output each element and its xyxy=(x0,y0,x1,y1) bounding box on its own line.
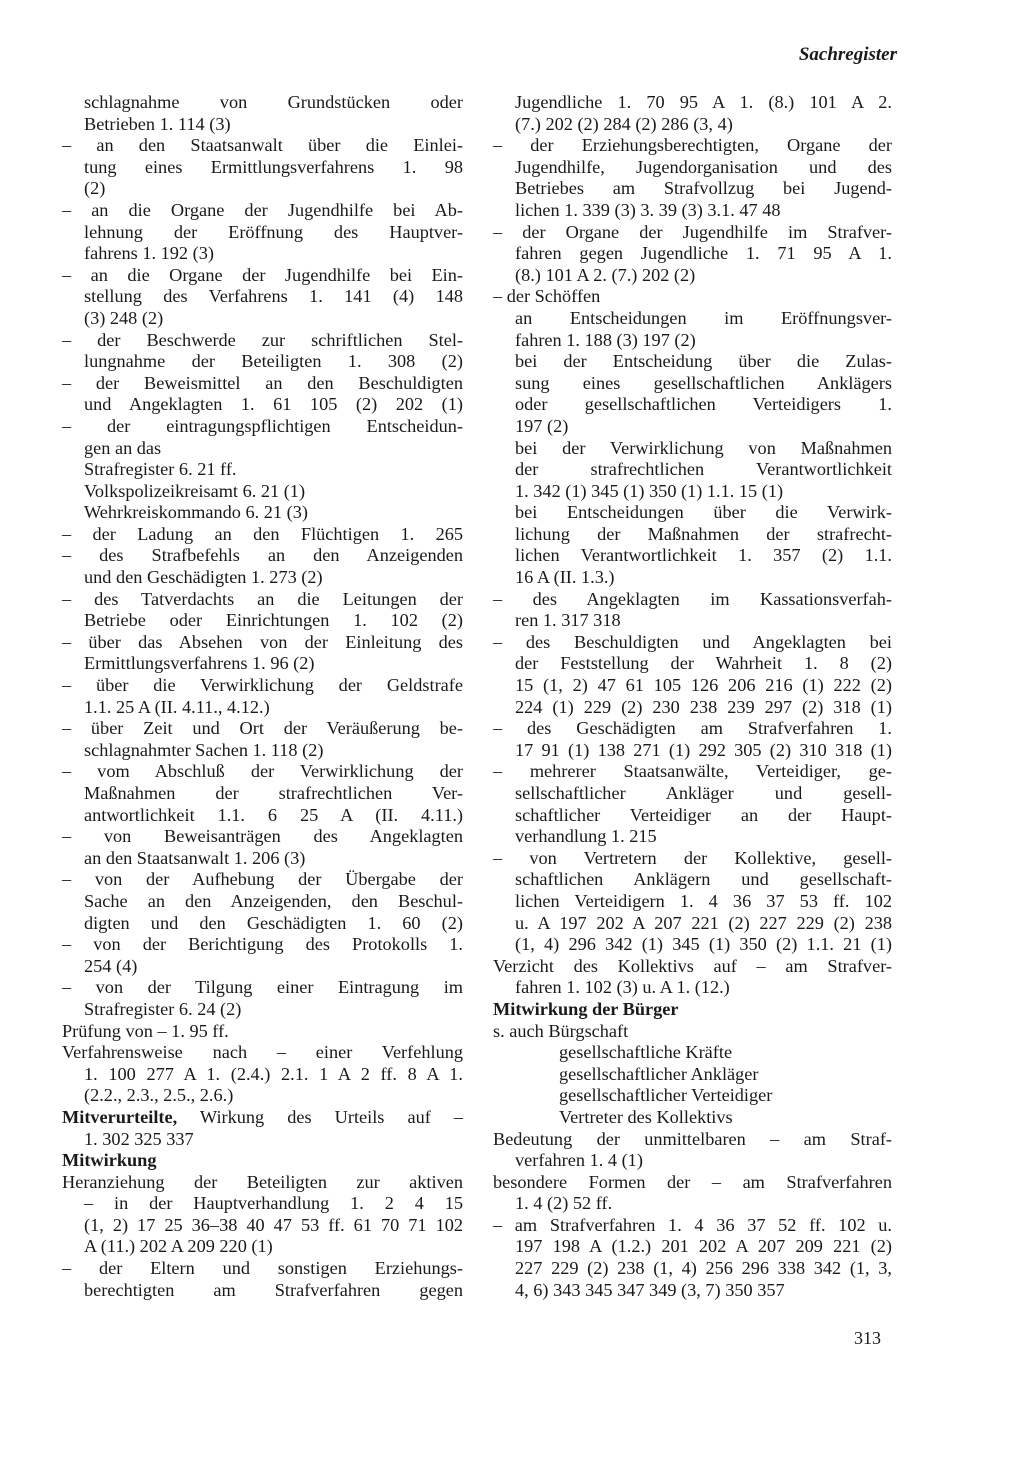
index-line: 1. 4 (2) 52 ff. xyxy=(515,1193,613,1214)
index-line: 227 229 (2) 238 (1, 4) 256 296 338 342 (1, 3, xyxy=(515,1258,892,1279)
index-line: besondere Formen der – am Strafverfahren xyxy=(493,1171,892,1192)
index-column-right xyxy=(493,92,892,1301)
index-line: verfahren 1. 4 (1) xyxy=(515,1150,643,1171)
index-line: – der Schöffen xyxy=(493,286,601,307)
index-line: – an die Organe der Jugendhilfe bei Ein- xyxy=(62,264,463,285)
index-line: Betrieben 1. 114 (3) xyxy=(84,113,231,134)
index-line: gesellschaftlicher Ankläger xyxy=(559,1063,759,1084)
index-line: lichen 1. 339 (3) 3. 39 (3) 3.1. 47 48 xyxy=(515,199,781,220)
index-line: – von Vertretern der Kollektive, gesell- xyxy=(493,847,892,868)
index-line: – des Tatverdachts an die Leitungen der xyxy=(62,588,463,609)
index-line: 17 91 (1) 138 271 (1) 292 305 (2) 310 318 (1) xyxy=(515,739,892,760)
index-line: – von der Aufhebung der Übergabe der xyxy=(62,869,463,890)
index-line: Strafregister 6. 21 ff. xyxy=(84,459,237,480)
index-line: – von der Tilgung einer Eintragung im xyxy=(62,977,463,998)
index-line: Mitwirkung xyxy=(62,1150,157,1171)
index-line: Strafregister 6. 24 (2) xyxy=(84,998,242,1019)
index-line: Maßnahmen der strafrechtlichen Ver- xyxy=(84,783,463,803)
index-line: 4, 6) 343 345 347 349 (3, 7) 350 357 xyxy=(515,1279,785,1300)
index-line: – der Beweismittel an den Beschuldigten xyxy=(62,372,463,393)
index-line: 1. 342 (1) 345 (1) 350 (1) 1.1. 15 (1) xyxy=(515,480,784,501)
index-line: (3) 248 (2) xyxy=(84,307,164,328)
index-line: (8.) 101 A 2. (7.) 202 (2) xyxy=(515,264,696,285)
index-line: (2) xyxy=(84,178,106,199)
index-line: – an die Organe der Jugendhilfe bei Ab- xyxy=(62,199,463,220)
index-line: sung eines gesellschaftlichen Anklägers xyxy=(515,372,892,393)
index-line: schlagnahme von Grundstücken oder xyxy=(84,92,463,112)
index-line: – des Beschuldigten und Angeklagten bei xyxy=(493,631,892,652)
index-line: – über die Verwirklichung der Geldstrafe xyxy=(62,675,463,696)
index-line: gen an das xyxy=(84,437,162,458)
index-line: digten und den Geschädigten 1. 60 (2) xyxy=(84,912,463,933)
index-line: 16 A (II. 1.3.) xyxy=(515,567,615,588)
index-line: antwortlichkeit 1.1. 6 25 A (II. 4.11.) xyxy=(84,804,463,825)
index-line: Bedeutung der unmittelbaren – am Straf- xyxy=(493,1128,892,1149)
index-line: lehnung der Eröffnung des Hauptver- xyxy=(84,221,463,242)
index-line: lungnahme der Beteiligten 1. 308 (2) xyxy=(84,351,463,372)
index-line: – an den Staatsanwalt über die Einlei- xyxy=(62,135,463,156)
index-line: verhandlung 1. 215 xyxy=(515,826,657,847)
index-line: 1.1. 25 A (II. 4.11., 4.12.) xyxy=(84,696,270,717)
index-line: Wehrkreiskommando 6. 21 (3) xyxy=(84,502,308,523)
index-line: fahren 1. 102 (3) u. A 1. (12.) xyxy=(515,977,730,998)
index-line: – der Organe der Jugendhilfe im Strafver- xyxy=(493,221,892,242)
index-line: (1, 2) 17 25 36–38 40 47 53 ff. 61 70 71 102 xyxy=(84,1214,463,1235)
index-line: 224 (1) 229 (2) 230 238 239 297 (2) 318 (1) xyxy=(515,696,892,717)
index-line: oder gesellschaftlichen Verteidigers 1. xyxy=(515,394,892,415)
index-line: – mehrerer Staatsanwälte, Verteidiger, ge- xyxy=(493,761,892,782)
index-line: fahren gegen Jugendliche 1. 71 95 A 1. xyxy=(515,243,892,264)
index-line: – der Erziehungsberechtigten, Organe der xyxy=(493,135,892,156)
index-line: (1, 4) 296 342 (1) 345 (1) 350 (2) 1.1. 21 (1) xyxy=(515,934,892,955)
index-line: (7.) 202 (2) 284 (2) 286 (3, 4) xyxy=(515,113,733,134)
index-line: gesellschaftlicher Verteidiger xyxy=(559,1085,773,1106)
index-line: Ermittlungsverfahrens 1. 96 (2) xyxy=(84,653,315,674)
index-line: – über das Absehen von der Einleitung des xyxy=(62,631,463,652)
index-line: bei der Verwirklichung von Maßnahmen xyxy=(515,437,892,458)
index-line: sellschaftlicher Ankläger und gesell- xyxy=(515,783,892,803)
index-line: – in der Hauptverhandlung 1. 2 4 15 xyxy=(84,1193,463,1214)
page-number: 313 xyxy=(854,1328,881,1348)
index-line: und Angeklagten 1. 61 105 (2) 202 (1) xyxy=(84,394,463,415)
index-line: bei Entscheidungen über die Verwirk- xyxy=(515,502,892,523)
index-line: Betriebes am Strafvollzug bei Jugend- xyxy=(515,178,892,199)
index-line: Mitwirkung der Bürger xyxy=(493,998,679,1019)
index-line: – des Angeklagten im Kassationsverfah- xyxy=(493,588,892,609)
index-line: – der eintragungspflichtigen Entscheidun- xyxy=(62,415,463,436)
index-line: an Entscheidungen im Eröffnungsver- xyxy=(515,307,892,328)
index-line: lichung der Maßnahmen der strafrecht- xyxy=(515,523,892,544)
index-line: – der Eltern und sonstigen Erziehungs- xyxy=(62,1258,463,1279)
index-line: A (11.) 202 A 209 220 (1) xyxy=(84,1236,273,1257)
index-line: an den Staatsanwalt 1. 206 (3) xyxy=(84,847,306,868)
index-line: 15 (1, 2) 47 61 105 126 206 216 (1) 222 (2) xyxy=(515,675,892,696)
index-line: stellung des Verfahrens 1. 141 (4) 148 xyxy=(84,286,463,307)
index-line: lichen Verantwortlichkeit 1. 357 (2) 1.1. xyxy=(515,545,892,566)
index-line: Verzicht des Kollektivs auf – am Strafver- xyxy=(493,955,892,976)
index-line: Jugendliche 1. 70 95 A 1. (8.) 101 A 2. xyxy=(515,92,892,112)
index-line: – der Beschwerde zur schriftlichen Stel- xyxy=(62,329,463,350)
index-line: Prüfung von – 1. 95 ff. xyxy=(62,1020,229,1041)
index-line: – von Beweisanträgen des Angeklagten xyxy=(62,826,463,847)
index-line: Betriebe oder Einrichtungen 1. 102 (2) xyxy=(84,610,463,631)
index-line: schaftlicher Verteidiger an der Haupt- xyxy=(515,804,892,825)
index-column-left xyxy=(62,92,463,1301)
index-line: – der Ladung an den Flüchtigen 1. 265 xyxy=(62,523,463,544)
index-line: – über Zeit und Ort der Veräußerung be- xyxy=(62,718,463,739)
index-line: ren 1. 317 318 xyxy=(515,610,621,631)
index-line: 254 (4) xyxy=(84,955,138,976)
entry-keyword: Mitverurteilte, xyxy=(62,1106,178,1127)
index-line: s. auch Bürgschaft xyxy=(493,1020,629,1041)
index-line: Sache an den Anzeigenden, den Beschul- xyxy=(84,890,463,911)
index-line: tung eines Ermittlungsverfahrens 1. 98 xyxy=(84,156,463,177)
index-line: Heranziehung der Beteiligten zur aktiven xyxy=(62,1171,463,1192)
index-line: – des Strafbefehls an den Anzeigenden xyxy=(62,545,463,566)
index-line: lichen Verteidigern 1. 4 36 37 53 ff. 102 xyxy=(515,890,892,911)
page-header: Sachregister xyxy=(798,44,897,65)
index-line: Volkspolizeikreisamt 6. 21 (1) xyxy=(84,480,306,501)
index-line: gesellschaftliche Kräfte xyxy=(559,1042,733,1063)
index-line: fahren 1. 188 (3) 197 (2) xyxy=(515,329,696,350)
index-line: Vertreter des Kollektivs xyxy=(559,1106,733,1127)
index-line: schaftlichen Anklägern und gesellschaft- xyxy=(515,869,892,890)
index-line: u. A 197 202 A 207 221 (2) 227 229 (2) 238 xyxy=(515,912,892,933)
index-line: der strafrechtlichen Verantwortlichkeit xyxy=(515,459,892,480)
index-line: – vom Abschluß der Verwirklichung der xyxy=(62,761,463,782)
index-line: – des Geschädigten am Strafverfahren 1. xyxy=(493,718,892,739)
index-line: bei der Entscheidung über die Zulas- xyxy=(515,351,892,372)
index-line: schlagnahmter Sachen 1. 118 (2) xyxy=(84,739,324,760)
index-line: (2.2., 2.3., 2.5., 2.6.) xyxy=(84,1085,234,1106)
index-line: 1. 302 325 337 xyxy=(84,1128,194,1149)
index-line: Verfahrensweise nach – einer Verfehlung xyxy=(62,1042,463,1063)
index-line: 1. 100 277 A 1. (2.4.) 2.1. 1 A 2 ff. 8 A 1. xyxy=(84,1063,463,1084)
index-line: der Feststellung der Wahrheit 1. 8 (2) xyxy=(515,653,892,674)
index-line: fahrens 1. 192 (3) xyxy=(84,243,214,264)
index-line: 197 (2) xyxy=(515,415,569,436)
index-line: – am Strafverfahren 1. 4 36 37 52 ff. 102 u. xyxy=(493,1214,892,1235)
index-line: – von der Berichtigung des Protokolls 1. xyxy=(62,934,463,955)
index-line: und den Geschädigten 1. 273 (2) xyxy=(84,567,323,588)
index-line: berechtigten am Strafverfahren gegen xyxy=(84,1279,463,1300)
index-line: Mitverurteilte, Wirkung des Urteils auf – xyxy=(62,1106,463,1127)
index-line: 197 198 A (1.2.) 201 202 A 207 209 221 (2) xyxy=(515,1236,892,1257)
index-line: Jugendhilfe, Jugendorganisation und des xyxy=(515,156,892,177)
